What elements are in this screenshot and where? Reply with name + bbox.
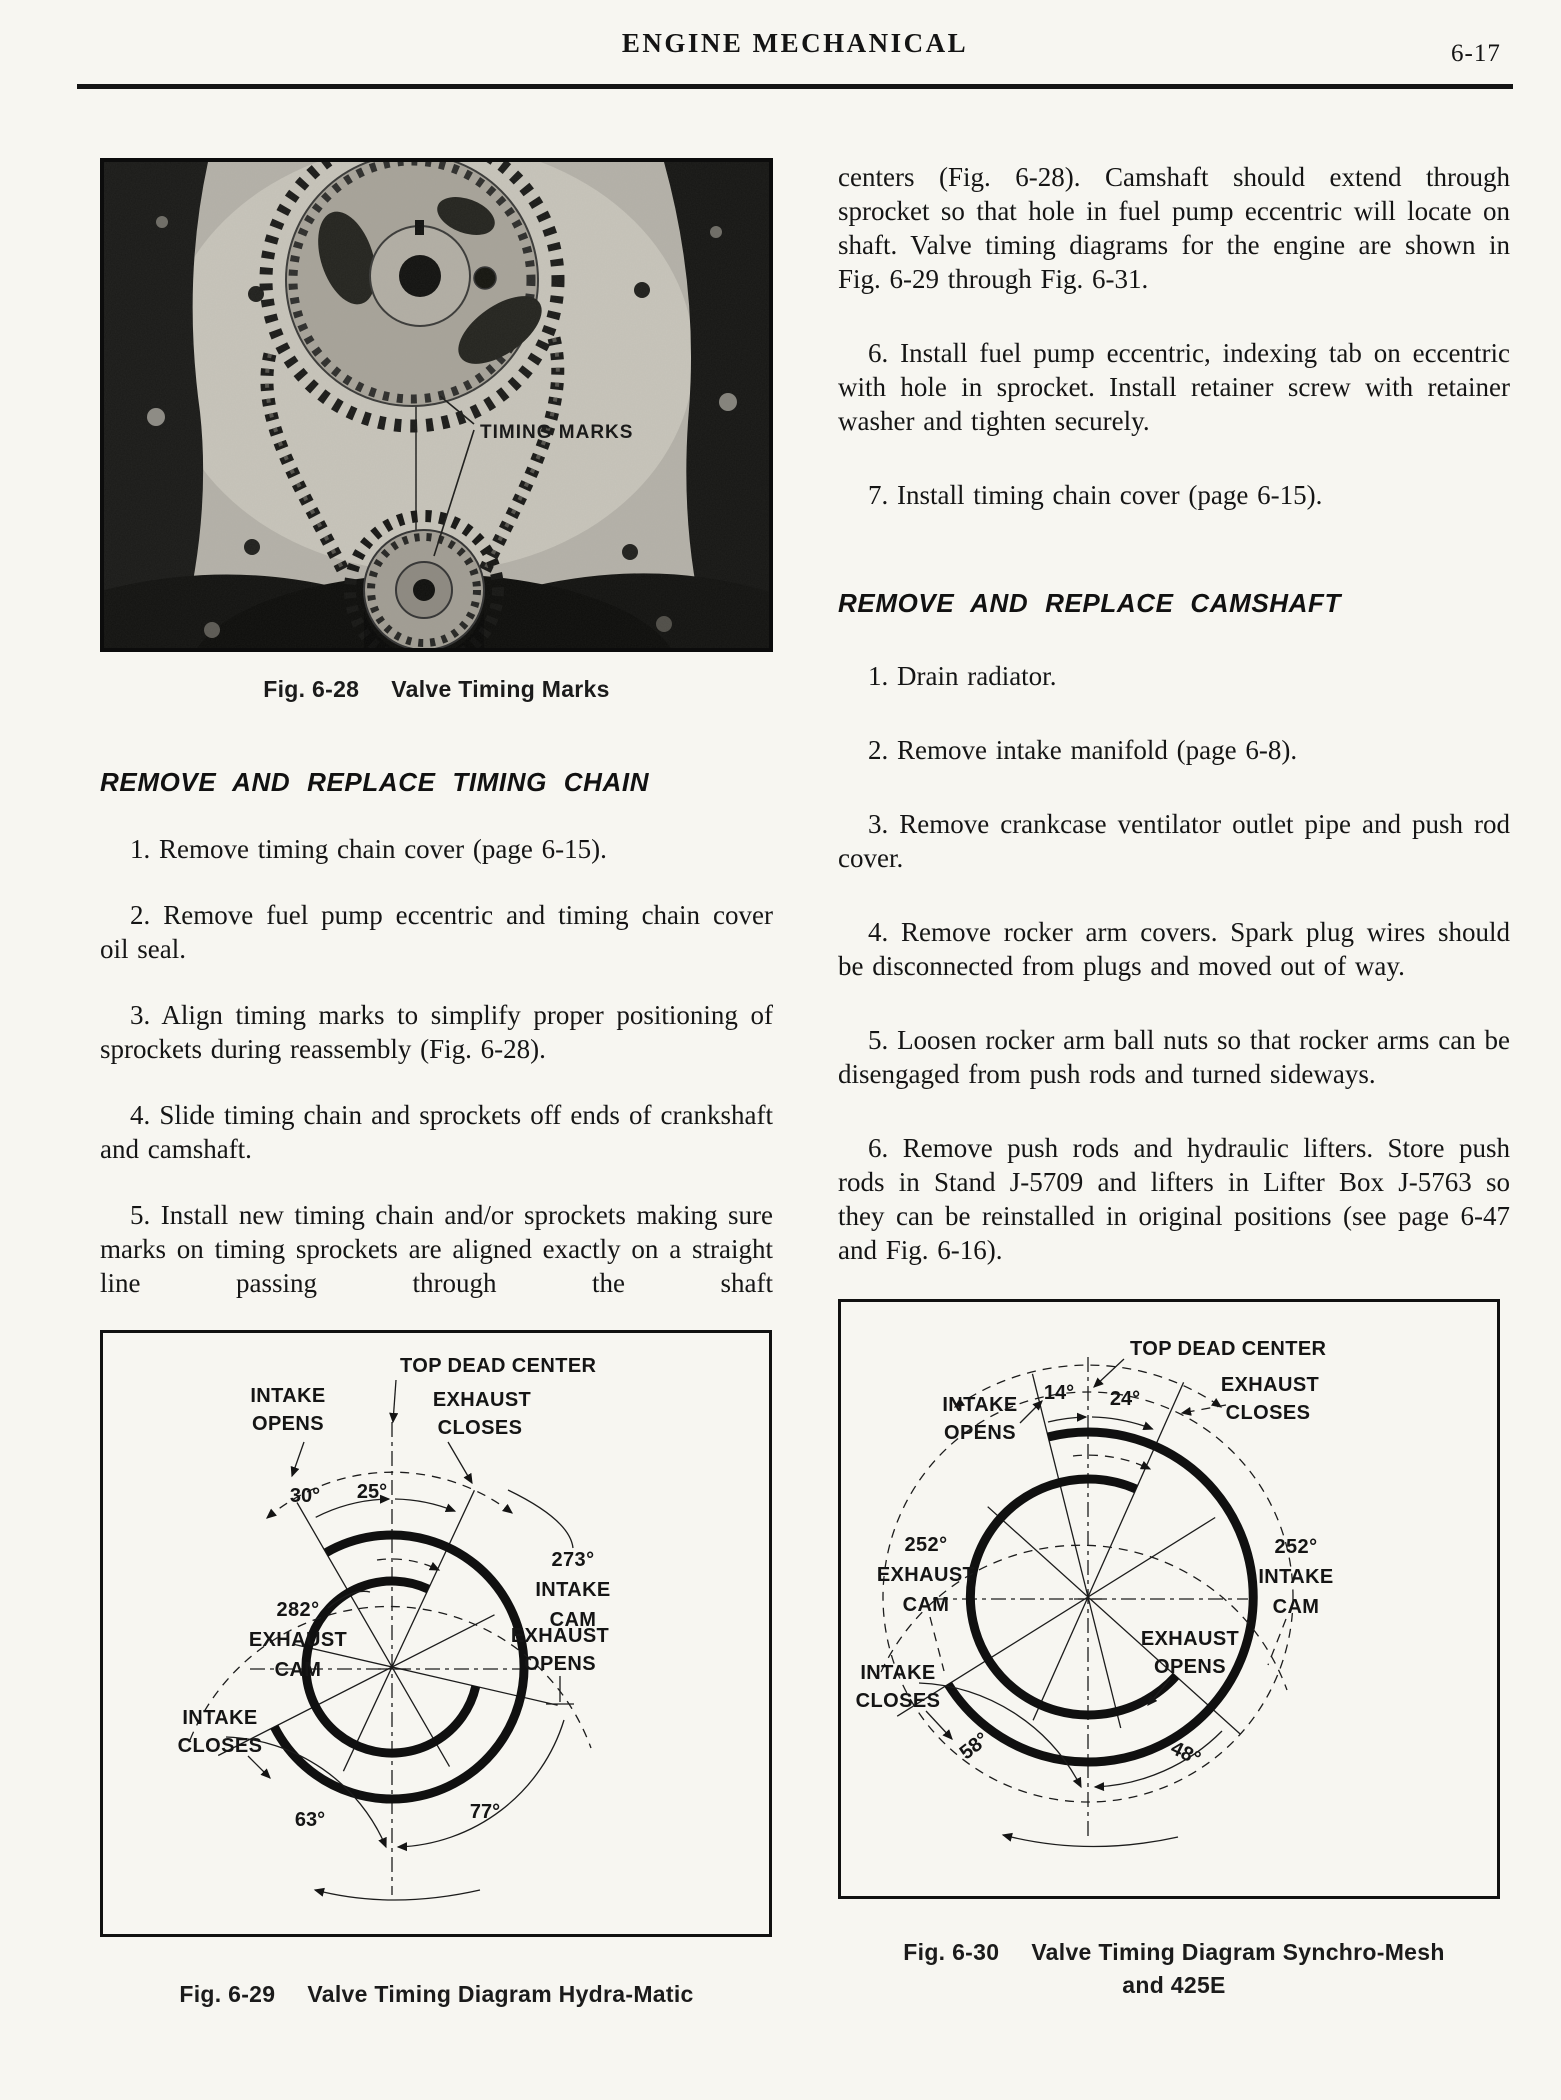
caption-fig-6-30: Fig. 6-30 Valve Timing Diagram Synchro-Mesh and 425E: [838, 1939, 1510, 1999]
label-exhaust-closes: EXHAUST: [432, 1389, 532, 1411]
rotation-arrow: [1003, 1835, 1178, 1847]
label-intake-opens: INTAKE: [250, 1385, 326, 1407]
label-exhaust-closes: EXHAUST: [1220, 1374, 1320, 1396]
camshaft-step-1: 1. Drain radiator.: [868, 661, 1057, 691]
label-48deg: 48°: [1167, 1737, 1205, 1771]
svg-text:CLOSES: CLOSES: [177, 1735, 263, 1757]
svg-text:OPENS: OPENS: [523, 1653, 597, 1675]
exhaust-cam-arc: [970, 1479, 1176, 1715]
label-exhaust-opens: EXHAUST: [510, 1625, 610, 1647]
svg-text:CAM: CAM: [1272, 1596, 1320, 1618]
label-58deg: 58°: [955, 1728, 993, 1765]
label-exhaust-opens: EXHAUST: [1140, 1628, 1240, 1650]
svg-text:CLOSES: CLOSES: [1225, 1402, 1311, 1424]
page-number: 6-17: [1451, 40, 1501, 67]
page-title: ENGINE MECHANICAL: [621, 28, 969, 58]
label-24deg: 24°: [1109, 1388, 1141, 1410]
label-intake-opens: INTAKE: [942, 1394, 1018, 1416]
camshaft-step-5: 5. Loosen rocker arm ball nuts so that rocker arms can be disengaged from push rods and turned sideways.: [838, 1025, 1510, 1089]
photo-grain: [104, 162, 769, 648]
section-heading-timing-chain: REMOVE AND REPLACE TIMING CHAIN: [100, 767, 650, 797]
camshaft-step-4: 4. Remove rocker arm covers. Spark plug wires should be disconnected from plugs and moved out of way.: [838, 917, 1510, 981]
svg-text:CAM: CAM: [902, 1594, 950, 1616]
svg-text:EXHAUST: EXHAUST: [248, 1629, 348, 1651]
timing-chain-step-3: 3. Align timing marks to simplify proper positioning of sprockets during reassembly (Fig. 6-28).: [100, 1000, 773, 1064]
caption-fig-6-28: [100, 676, 773, 703]
right-column: [838, 160, 1510, 1999]
label-exhaust-cam: 252°: [904, 1534, 948, 1556]
caption-fig-6-29: Fig. 6-29 Valve Timing Diagram Hydra-Matic: [179, 1981, 694, 2007]
header-rule: [77, 84, 1513, 89]
diagram-border: [102, 1332, 771, 1936]
label-14deg: 14°: [1043, 1382, 1075, 1404]
label-exhaust-cam: 282°: [276, 1599, 320, 1621]
label-intake-cam: 252°: [1274, 1536, 1318, 1558]
camshaft-step-2: 2. Remove intake manifold (page 6-8).: [868, 735, 1298, 765]
svg-text:INTAKE: INTAKE: [1258, 1566, 1334, 1588]
fig-6-29-diagram: [100, 1330, 773, 1937]
camshaft-step-6: 6. Remove push rods and hydraulic lifters. Store push rods in Stand J-5709 and lifters in Lifter Box J-5763 so they can be reinstalled in original positions (see page 6-47 and Fig. 6-16).: [838, 1133, 1510, 1265]
timing-chain-step-5: 5. Install new timing chain and/or sprockets making sure marks on timing sprockets are aligned exactly on a straight line passing through the shaft: [100, 1200, 773, 1298]
svg-text:CAM: CAM: [274, 1659, 322, 1681]
timing-chain-step-4: 4. Slide timing chain and sprockets off ends of crankshaft and camshaft.: [100, 1100, 773, 1164]
caption-fig-label: Fig. 6-28: [263, 676, 360, 702]
left-column: [100, 158, 773, 2008]
label-intake-closes: INTAKE: [182, 1707, 258, 1729]
caption-fig-6-30-line2: and 425E: [1122, 1972, 1226, 1998]
svg-text:INTAKE: INTAKE: [535, 1579, 611, 1601]
rotation-arrow: [315, 1890, 480, 1900]
label-intake-cam: 273°: [551, 1549, 595, 1571]
camshaft-step-3: 3. Remove crankcase ventilator outlet pipe and push rod cover.: [838, 809, 1510, 873]
svg-text:CAM: CAM: [549, 1609, 597, 1631]
caption-fig-title: Valve Timing Marks: [391, 676, 610, 702]
label-intake-closes: INTAKE: [860, 1662, 936, 1684]
section-heading-camshaft: REMOVE AND REPLACE CAMSHAFT: [838, 588, 1342, 618]
svg-text:CLOSES: CLOSES: [855, 1690, 941, 1712]
timing-chain-step-7: 7. Install timing chain cover (page 6-15).: [868, 480, 1323, 510]
svg-text:OPENS: OPENS: [251, 1413, 325, 1435]
valve-timing-marks-photo: [100, 158, 773, 652]
timing-chain-step-1: 1. Remove timing chain cover (page 6-15).: [130, 834, 607, 864]
svg-text:CLOSES: CLOSES: [437, 1417, 523, 1439]
timing-chain-step-2: 2. Remove fuel pump eccentric and timing chain cover oil seal.: [100, 900, 773, 964]
svg-text:OPENS: OPENS: [943, 1422, 1017, 1444]
label-top-dead-center: TOP DEAD CENTER: [400, 1355, 597, 1377]
label-top-dead-center: TOP DEAD CENTER: [1130, 1338, 1327, 1360]
continued-paragraph: centers (Fig. 6-28). Camshaft should extend through sprocket so that hole in fuel pump eccentric will locate on shaft. Valve timing diagrams for the engine are shown in Fig. 6-29 through Fig. 6-31.: [838, 162, 1510, 294]
label-25deg: 25°: [356, 1481, 388, 1503]
label-30deg: 30°: [289, 1485, 321, 1507]
timing-chain-step-6: 6. Install fuel pump eccentric, indexing tab on eccentric with hole in sprocket. Install retainer screw with retainer washer and tighten securely.: [838, 338, 1510, 436]
label-63deg: 63°: [294, 1809, 326, 1831]
timing-marks-label: TIMING MARKS: [480, 422, 634, 443]
timing-chain-photo-art: [104, 162, 769, 648]
radial-lines: [218, 1422, 557, 1895]
svg-text:OPENS: OPENS: [1153, 1656, 1227, 1678]
fig-6-30-diagram: [838, 1299, 1510, 1899]
svg-text:EXHAUST: EXHAUST: [876, 1564, 976, 1586]
label-77deg: 77°: [469, 1801, 501, 1823]
